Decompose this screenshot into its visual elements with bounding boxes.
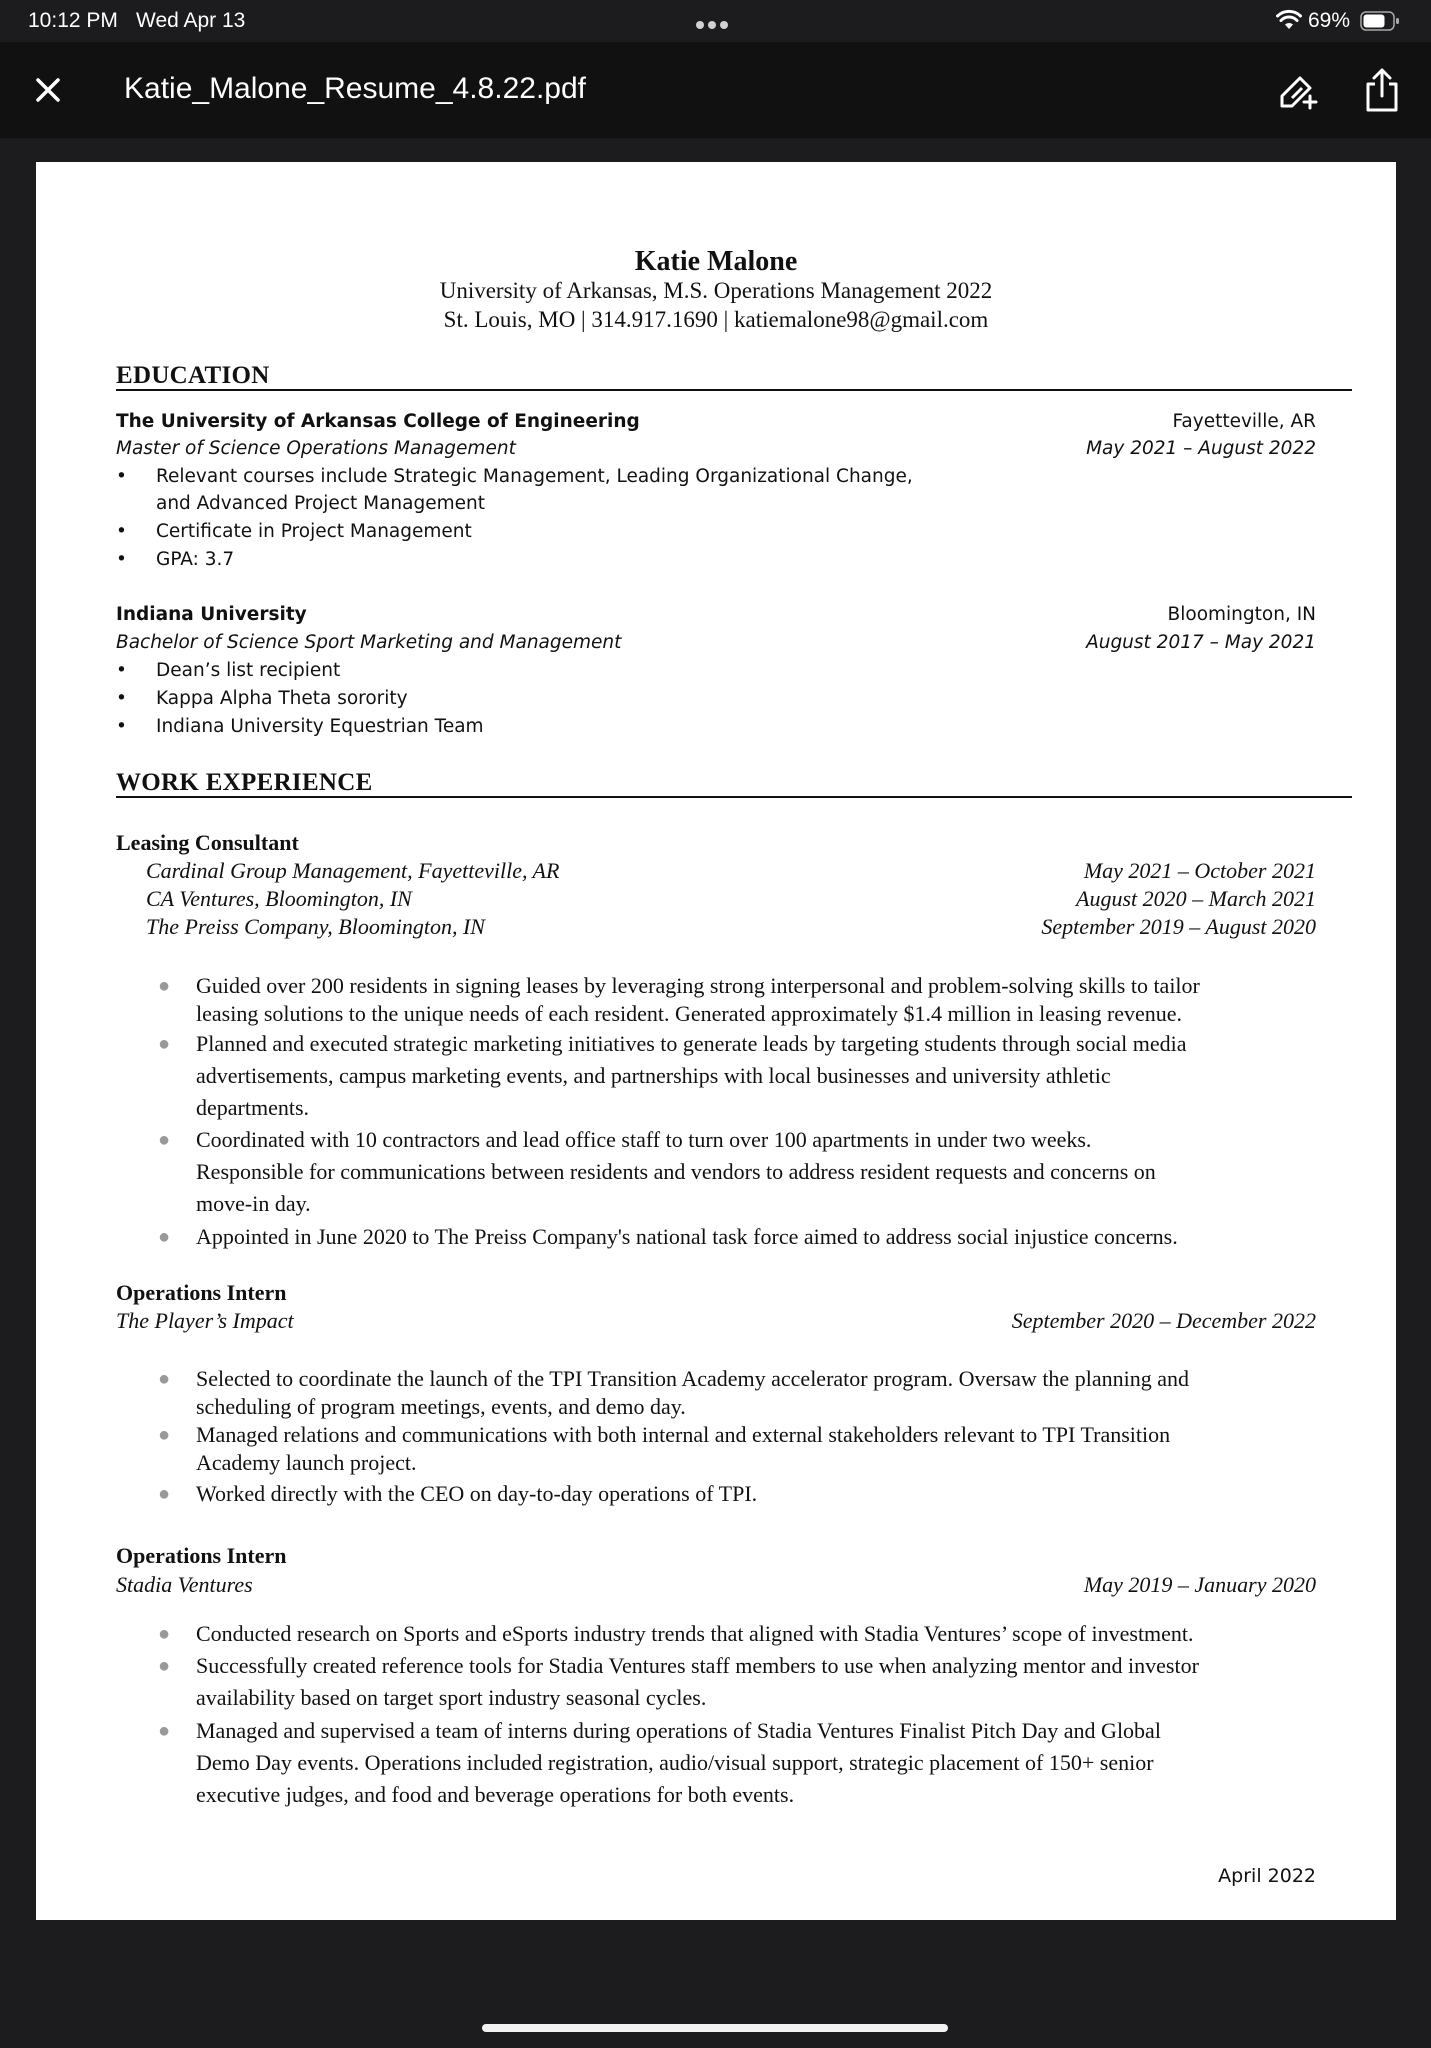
wifi-icon (1276, 9, 1302, 31)
school-location: Bloomington, IN (1167, 604, 1316, 625)
footer-date: April 2022 (1218, 1865, 1316, 1887)
job-dates: September 2019 – August 2020 (1041, 914, 1316, 939)
home-indicator[interactable] (482, 2024, 948, 2032)
job-dates: September 2020 – December 2022 (1011, 1308, 1316, 1333)
section-divider (116, 796, 1352, 798)
resume-name: Katie Malone (634, 246, 798, 277)
close-icon[interactable] (30, 72, 66, 108)
markup-icon[interactable] (1276, 68, 1320, 112)
share-icon[interactable] (1362, 66, 1402, 114)
multitasking-dots-icon[interactable] (696, 16, 736, 26)
degree-dates: May 2021 – August 2022 (1086, 438, 1316, 459)
job-dates: August 2020 – March 2021 (1076, 886, 1316, 911)
status-date: Wed Apr 13 (136, 9, 246, 32)
resume-contact: St. Louis, MO | 314.917.1690 | katiemalone98@gmail.com (443, 307, 989, 332)
nav-bar (0, 42, 1431, 138)
school-name: Indiana University (116, 604, 307, 625)
job-title: Leasing Consultant (116, 830, 299, 855)
job-title: Operations Intern (116, 1280, 287, 1305)
job-company: The Preiss Company, Bloomington, IN (146, 914, 485, 939)
section-divider (116, 389, 1352, 391)
job-company: CA Ventures, Bloomington, IN (146, 886, 412, 911)
status-bar (0, 0, 1431, 42)
job-dates: May 2019 – January 2020 (1083, 1572, 1316, 1597)
degree-dates: August 2017 – May 2021 (1086, 632, 1316, 653)
education-heading: EDUCATION (116, 362, 270, 389)
battery-percent: 69% (1308, 9, 1351, 32)
school-location: Fayetteville, AR (1172, 411, 1316, 432)
resume-subtitle: University of Arkansas, M.S. Operations Management 2022 (439, 278, 993, 303)
degree-name: Bachelor of Science Sport Marketing and Management (116, 632, 622, 653)
battery-icon (1360, 11, 1400, 31)
work-heading: WORK EXPERIENCE (116, 769, 373, 796)
pdf-page[interactable]: Katie Malone University of Arkansas, M.S. Operations Management 2022 St. Louis, MO | 314.917.1690 | katiemalone98@gmail.com EDUCATION The University of Arkansas College of Engineering Fayetteville, AR Master of Science Operations Management May 2021 – August 2022 • Relevant courses include Strategic Management, Leading Organizational Change, and Advanced Project Management • Certificate in Project Management • GPA: 3.7 Indiana University Bloomington, IN Bachelor of Science Sport Marketing and Management August 2017 – May 2021 • Dean’s list recipient • Kappa Alpha Theta sorority • Indiana University Equestrian Team WORK EXPERIENCE Leasing Consultant Cardinal Group Management, Fayetteville, AR May 2021 – October 2021 CA Ventures, Bloomington, IN August 2020 – March 2021 The Preiss Company, Bloomington, IN September 2019 – August 2020 ● Guided over 200 residents in signing leases by leveraging strong interpersonal and problem-solving skills to tailor leasing solutions to the unique needs of each resident. Generated approximately $1.4 million in leasing revenue. ● Planned and executed strategic marketing initiatives to generate leads by targeting students through social media advertisements, campus marketing events, and partnerships with local businesses and university athletic departments. ● Coordinated with 10 contractors and lead office staff to turn over 100 apartments in under two weeks. Responsible for communications between residents and vendors to address resident requests and concerns on move-in day. ● Appointed in June 2020 to The Preiss Company's national task force aimed to address social injustice concerns. Operations Intern The Player’s Impact September 2020 – December 2022 ● Selected to coordinate the launch of the TPI Transition Academy accelerator program. Oversaw the planning and scheduling of program meetings, events, and demo day. ● Managed relations and communications with both internal and external stakeholders relevant to TPI Transition Academy launch project. ● Worked directly with the CEO on day-to-day operations of TPI. Operations Intern Stadia Ventures May 2019 – January 2020 ● Conducted research on Sports and eSports industry trends that aligned with Stadia Ventures’ scope of investment. ● Successfully created reference tools for Stadia Ventures staff members to use when analyzing mentor and investor availability based on target sport industry seasonal cycles. ● Managed and supervised a team of interns during operations of Stadia Ventures Finalist Pitch Day and Global Demo Day events. Operations included registration, audio/visual support, strategic placement of 150+ senior executive judges, and food and beverage operations for both events. April 2022 (36, 162, 1396, 1920)
status-time: 10:12 PM (28, 9, 118, 32)
job-dates: May 2021 – October 2021 (1083, 858, 1316, 883)
job-company: The Player’s Impact (116, 1308, 294, 1333)
school-name: The University of Arkansas College of Engineering (116, 411, 640, 432)
document-title: Katie_Malone_Resume_4.8.22.pdf (124, 72, 586, 105)
job-title: Operations Intern (116, 1543, 287, 1568)
degree-name: Master of Science Operations Management (116, 438, 516, 459)
job-company: Cardinal Group Management, Fayetteville, AR (146, 858, 560, 883)
job-company: Stadia Ventures (116, 1572, 253, 1597)
